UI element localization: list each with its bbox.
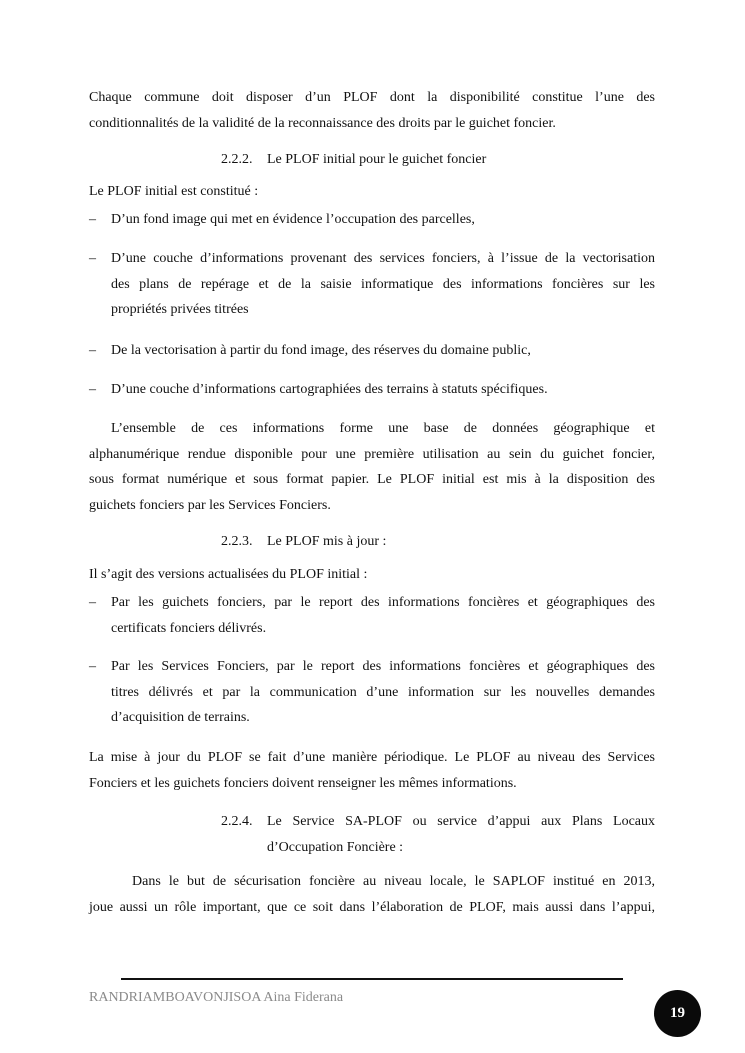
text-line: des plans de repérage et de la saisie informatique des informations foncières sur les: [111, 276, 655, 292]
text-line: Le PLOF initial est constitué :: [89, 184, 259, 199]
text-line: certificats fonciers délivrés.: [111, 620, 267, 636]
text-line: Fonciers et les guichets fonciers doivent renseigner les mêmes informations.: [89, 775, 517, 791]
ensemble-paragraph: [89, 416, 655, 518]
list-item: [89, 246, 655, 323]
list-item: [89, 590, 655, 641]
section-title: Le PLOF mis à jour :: [267, 534, 387, 549]
text-line: D’une couche d’informations provenant des services fonciers, à l’issue de la vectorisation: [111, 251, 655, 266]
section-heading-2-2-2: [221, 147, 486, 173]
section-number: 2.2.4.: [221, 814, 253, 829]
text-line: Par les guichets fonciers, par le report des informations foncières et géographiques des: [111, 595, 655, 610]
text-line: d’acquisition de terrains.: [111, 710, 250, 725]
dash-bullet-icon: –: [89, 595, 96, 610]
text-line: sous format numérique et sous format papier. Le PLOF initial est mis à la disposition des: [89, 472, 655, 487]
text-line: conditionnalités de la validité de la reconnaissance des droits par le guichet foncier.: [89, 115, 556, 131]
section-heading-2-2-3: [221, 529, 386, 555]
dash-bullet-icon: –: [89, 343, 96, 358]
text-line: titres délivrés et par la communication d’une information sur les nouvelles demandes: [111, 684, 655, 700]
text-line: Par les Services Fonciers, par le report des informations foncières et géographiques des: [111, 659, 655, 674]
text-line: L’ensemble de ces informations forme une base de données géographique et: [111, 421, 655, 436]
text-line: Il s’agit des versions actualisées du PLOF initial :: [89, 567, 368, 582]
plof-initial-intro: [89, 179, 655, 205]
dash-bullet-icon: –: [89, 659, 96, 674]
list-item: [89, 654, 655, 731]
page-number-badge: 19: [654, 990, 701, 1037]
dash-bullet-icon: –: [89, 212, 96, 227]
section-number: 2.2.3.: [221, 534, 253, 549]
section-heading-2-2-4: [221, 809, 655, 860]
list-item: [89, 377, 655, 403]
text-line: De la vectorisation à partir du fond image, des réserves du domaine public,: [111, 343, 531, 358]
versions-intro: [89, 562, 655, 588]
text-line: propriétés privées titrées: [111, 302, 249, 317]
text-line: guichets fonciers par les Services Fonciers.: [89, 497, 331, 513]
footer-author: RANDRIAMBOAVONJISOA Aina Fiderana: [89, 990, 344, 1005]
dash-bullet-icon: –: [89, 382, 96, 397]
intro-paragraph: [89, 85, 655, 136]
mise-a-jour-paragraph: [89, 745, 655, 796]
text-line: D’un fond image qui met en évidence l’occupation des parcelles,: [111, 212, 475, 227]
text-line: Chaque commune doit disposer d’un PLOF dont la disponibilité constitue l’une des: [89, 90, 655, 105]
text-line: La mise à jour du PLOF se fait d’une manière périodique. Le PLOF au niveau des Services: [89, 750, 655, 765]
list-item: [89, 338, 655, 364]
section-title-line: Le Service SA-PLOF ou service d’appui aux Plans Locaux: [267, 814, 655, 829]
list-item: [89, 207, 655, 233]
text-line: Dans le but de sécurisation foncière au niveau locale, le SAPLOF institué en 2013,: [132, 874, 655, 889]
saplof-paragraph: [89, 869, 655, 920]
section-title-line: d’Occupation Foncière :: [267, 839, 404, 855]
section-title: Le PLOF initial pour le guichet foncier: [267, 152, 487, 167]
dash-bullet-icon: –: [89, 251, 96, 266]
text-line: joue aussi un rôle important, que ce soit dans l’élaboration de PLOF, mais aussi dans l’appui,: [89, 899, 655, 915]
text-line: alphanumérique rendue disponible pour une première utilisation au sein du guichet foncier,: [89, 446, 655, 462]
section-number: 2.2.2.: [221, 152, 253, 167]
text-line: D’une couche d’informations cartographiées des terrains à statuts spécifiques.: [111, 382, 548, 397]
footer-rule: [121, 978, 623, 980]
